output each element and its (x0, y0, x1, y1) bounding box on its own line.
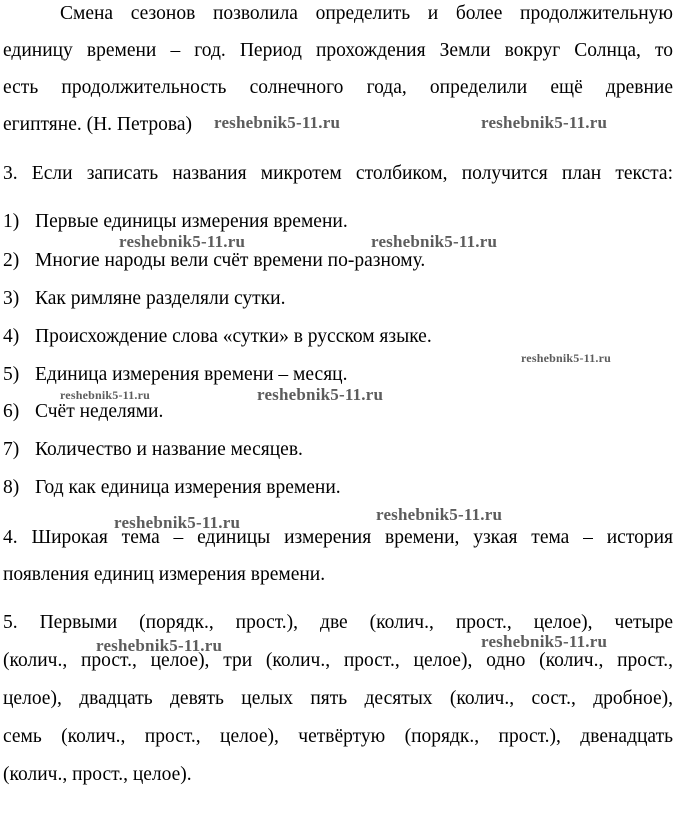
watermark: reshebnik5-11.ru (481, 113, 608, 132)
list-item (3, 325, 432, 349)
watermark: reshebnik5-11.ru (119, 232, 246, 251)
list-item-number: 2) (3, 250, 20, 271)
list-item-number: 5) (3, 364, 20, 385)
watermark: reshebnik5-11.ru (521, 351, 611, 365)
list-item-text: Количество и название месяцев. (35, 439, 303, 460)
paragraph-line: есть продолжительность солнечного года, определили ещё древние (3, 77, 673, 98)
paragraph-line: Смена сезонов позволила определить и более продолжительную (60, 3, 673, 24)
list-item-text: Как римляне разделяли сутки. (35, 288, 286, 309)
item-4-line: появления единиц измерения времени. (3, 564, 326, 585)
list-item-text: Год как единица измерения времени. (35, 477, 341, 498)
watermark: reshebnik5-11.ru (214, 113, 341, 132)
list-item-text: Происхождение слова «сутки» в русском языке. (35, 326, 432, 347)
item-5-line: (колич., прост., целое). (3, 764, 192, 785)
list-item-number: 7) (3, 439, 20, 460)
watermark: reshebnik5-11.ru (481, 632, 608, 651)
list-item (3, 210, 348, 234)
paragraph-line: единицу времени – год. Период прохождения Земли вокруг Солнца, то (3, 40, 673, 61)
item-5-line: семь (колич., прост., целое), четвёртую (порядк., прост.), двенадцать (3, 726, 673, 747)
list-item (3, 287, 285, 311)
list-item-number: 6) (3, 401, 20, 422)
item-4-line: 4. Широкая тема – единицы измерения времени, узкая тема – история (3, 527, 673, 548)
watermark: reshebnik5-11.ru (60, 388, 150, 402)
list-item (3, 476, 341, 500)
item-5-line: целое), двадцать девять целых пять десятых (колич., сост., дробное), (3, 688, 673, 709)
list-item (3, 249, 425, 273)
watermark: reshebnik5-11.ru (376, 505, 503, 524)
list-item-text: Единица измерения времени – месяц. (35, 364, 348, 385)
watermark: reshebnik5-11.ru (371, 232, 498, 251)
item-3-text: 3. Если записать названия микротем столбиком, получится план текста: (3, 163, 673, 184)
list-item-text: Счёт неделями. (35, 401, 164, 422)
watermark: reshebnik5-11.ru (257, 385, 384, 404)
list-item-number: 3) (3, 288, 20, 309)
paragraph-line: египтяне. (Н. Петрова) (3, 114, 193, 135)
list-item-number: 8) (3, 477, 20, 498)
list-item-number: 4) (3, 326, 20, 347)
list-item (3, 400, 163, 424)
list-item-number: 1) (3, 211, 20, 232)
list-item (3, 363, 347, 387)
list-item-text: Первые единицы измерения времени. (35, 211, 348, 232)
list-item-text: Многие народы вели счёт времени по-разному. (35, 250, 426, 271)
watermark: reshebnik5-11.ru (114, 513, 241, 532)
item-5-line: (колич., прост., целое), три (колич., прост., целое), одно (колич., прост., (3, 650, 673, 671)
watermark: reshebnik5-11.ru (96, 636, 223, 655)
list-item (3, 438, 303, 462)
item-5-line: 5. Первыми (порядк., прост.), две (колич., прост., целое), четыре (3, 612, 673, 633)
